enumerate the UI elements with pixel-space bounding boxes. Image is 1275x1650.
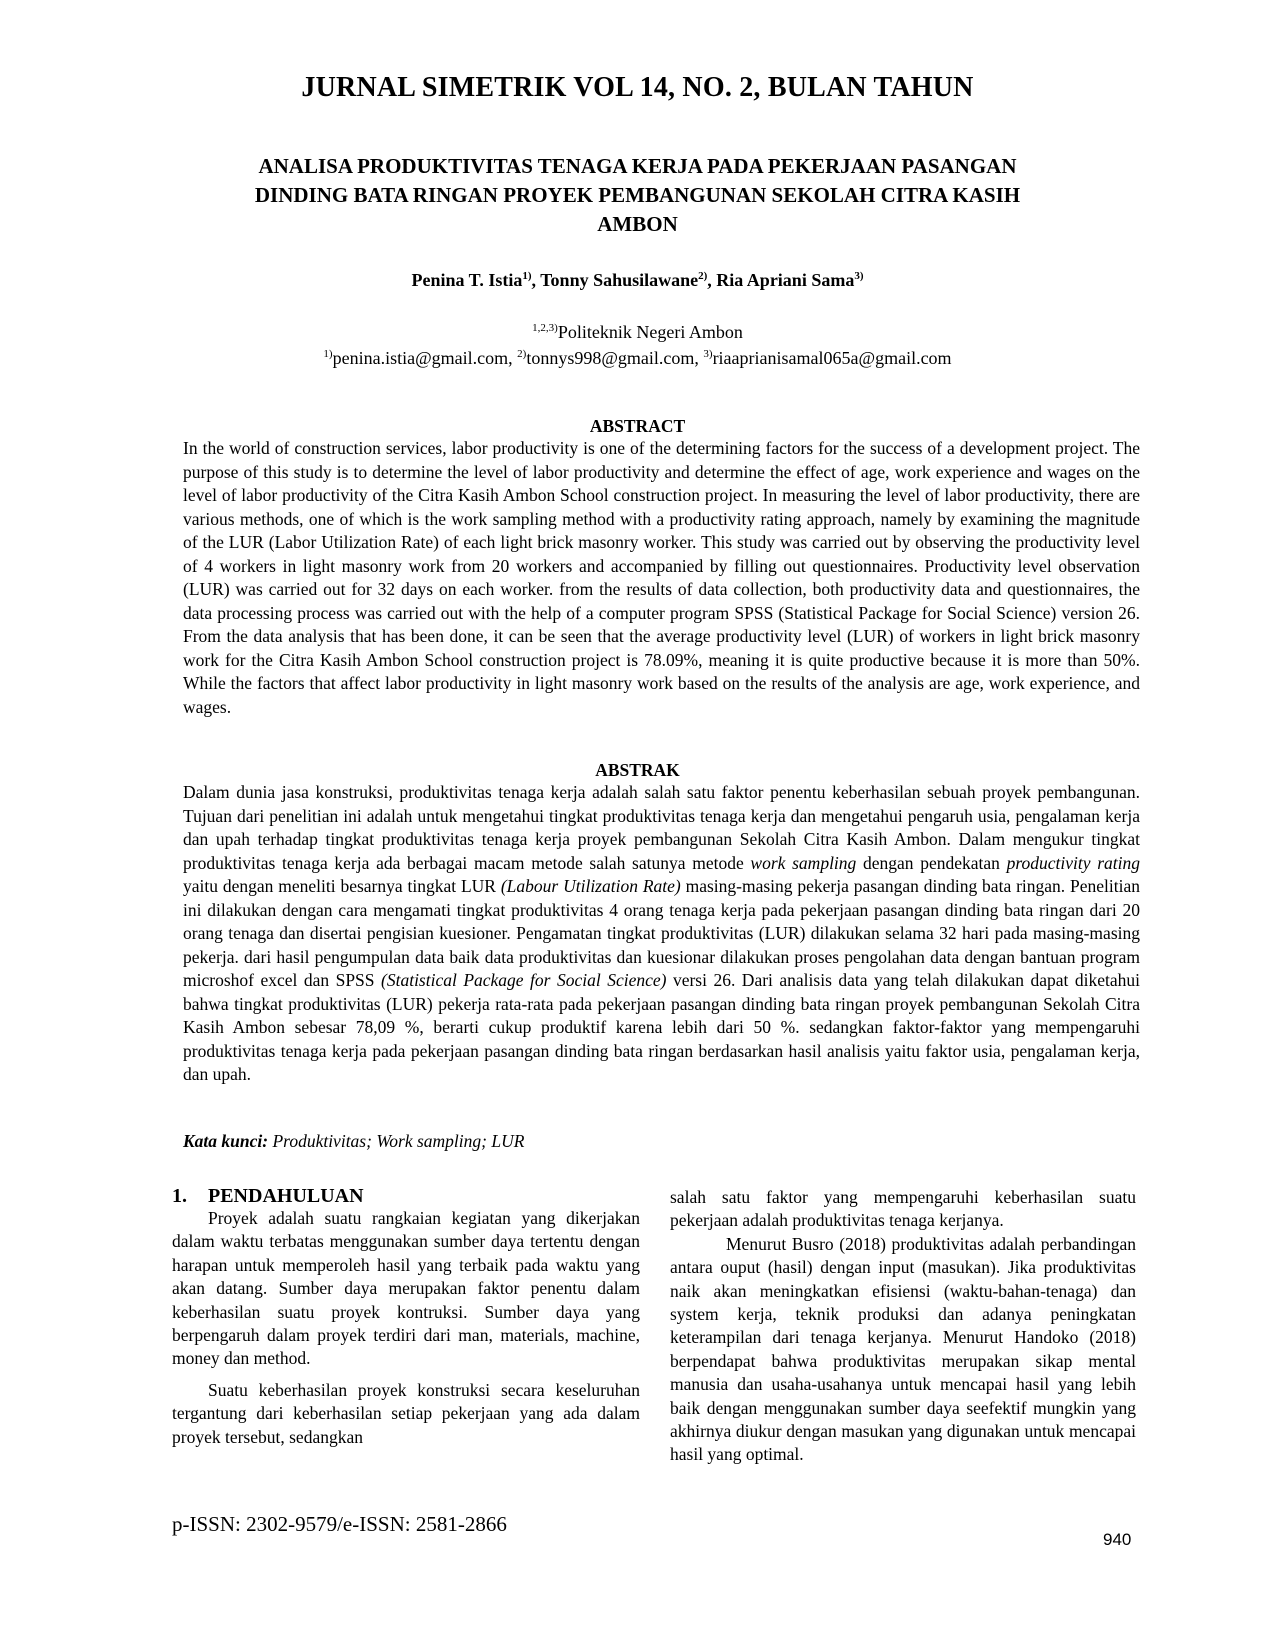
author-separator: , bbox=[707, 270, 717, 290]
abstrak-text-part: yaitu dengan meneliti besarnya tingkat LUR bbox=[183, 876, 501, 896]
email-mark: 1) bbox=[323, 348, 333, 360]
title-line: AMBON bbox=[597, 212, 678, 236]
email-mark: 3) bbox=[703, 348, 713, 360]
paper-title bbox=[190, 152, 1085, 239]
affiliation-name: Politeknik Negeri Ambon bbox=[557, 322, 743, 342]
abstrak-heading: ABSTRAK bbox=[595, 760, 680, 780]
abstrak-text-part: versi 26. Dari analisis data yang telah dilakukan dapat diketahui bahwa tingkat produktivitas (LUR) pekerja rata-rata pada pekerjaan pasangan dinding bata ringan proyek pembangunan Sekolah Citra Kasih Ambon sebesar 78,09 %, berarti cukup produktif karena lebih dari 50 %. sedangkan faktor-faktor yang mempengaruhi produktivitas tenaga kerja pada pekerjaan pasangan dinding bata ringan berdasarkan hasil analisis yaitu faktor usia, pengalaman kerja, dan upah. bbox=[183, 970, 1140, 1084]
abstrak-italic-term: (Labour Utilization Rate) bbox=[500, 876, 681, 896]
keywords bbox=[183, 1131, 524, 1152]
section-title: PENDAHULUAN bbox=[208, 1185, 364, 1207]
email-mark: 2) bbox=[517, 348, 527, 360]
journal-header: JURNAL SIMETRIK VOL 14, NO. 2, BULAN TAHUN bbox=[301, 72, 974, 103]
author-name: Ria Apriani Sama bbox=[716, 270, 855, 290]
paragraph: Menurut Busro (2018) produktivitas adalah perbandingan antara ouput (hasil) dengan input (masukan). Jika produktivitas naik akan meningkatkan efisiensi (waktu-bahan-tenaga) dan system kerja, teknik produksi dan adanya peningkatan keterampilan dari tenaga kerjanya. Menurut Handoko (2018) berpendapat bahwa produktivitas merupakan sikap mental manusia dan usaha-usahanya untuk mencapai hasil yang lebih baik dengan menggunakan sumber daya seefektif mungkin yang akhirnya diukur dengan masukan yang digunakan untuk mencapai hasil yang optimal. bbox=[670, 1233, 1136, 1465]
paragraph: Suatu keberhasilan proyek konstruksi secara keseluruhan tergantung dari keberhasilan setiap pekerjaan yang ada dalam proyek tersebut, sedangkan bbox=[172, 1379, 640, 1447]
author-mark: 2) bbox=[698, 270, 708, 282]
abstract-text: In the world of construction services, labor productivity is one of the determining factors for the success of a development project. The purpose of this study is to determine the level of labor productivity and determine the effect of age, work experience and wages on the level of labor productivity of the Citra Kasih Ambon School construction project. In measuring the level of labor productivity, there are various methods, one of which is the work sampling method with a productivity rating approach, namely by examining the magnitude of the LUR (Labor Utilization Rate) of each light brick masonry worker. This study was carried out by observing the productivity level of 4 workers in light masonry work from 20 workers and accompanied by filling out questionnaires. Productivity level observation (LUR) was carried out for 32 days on each worker. from the results of data collection, both productivity data and questionnaires, the data processing process was carried out with the help of a computer program SPSS (Statistical Package for Social Science) version 26. From the data analysis that has been done, it can be seen that the average productivity level (LUR) of workers in light brick masonry work for the Citra Kasih Ambon School construction project is 78.09%, meaning it is quite productive because it is more than 50%. While the factors that affect labor productivity in light masonry work based on the results of the analysis are age, work experience, and wages. bbox=[183, 438, 1140, 717]
abstrak-italic-term: work sampling bbox=[750, 852, 857, 873]
page-number: 940 bbox=[1103, 1530, 1132, 1549]
keywords-values: Produktivitas; Work sampling; LUR bbox=[268, 1131, 525, 1151]
affiliation bbox=[0, 322, 1275, 343]
affiliation-mark: 1,2,3) bbox=[532, 322, 558, 334]
abstrak-text-part: masing-masing pekerja pasangan dinding bata ringan. Penelitian ini dilakukan dengan cara mengamati tingkat produktivitas 4 orang tenaga kerja pada pekerjaan pasangan dinding bata ringan dari 20 orang tenaga dan disertai pengisian kuesioner. Pengamatan tingkat produktivitas (LUR) dilakukan selama 32 hari pada masing-masing pekerja. dari hasil pengumpulan data baik data produktivitas dan kuesionar dilakukan proses pengolahan data dengan bantuan program microshof excel dan SPSS bbox=[183, 876, 1141, 990]
abstrak-text-part: dengan pendekatan bbox=[856, 852, 1007, 873]
paragraph: salah satu faktor yang mempengaruhi keberhasilan suatu pekerjaan adalah produktivitas tenaga kerjanya. bbox=[670, 1187, 1136, 1231]
author-mark: 1) bbox=[522, 270, 532, 282]
email-address[interactable]: tonnys998@gmail.com bbox=[526, 348, 695, 368]
abstrak-italic-term: productivity rating bbox=[1006, 852, 1140, 873]
author-name: Penina T. Istia bbox=[411, 270, 523, 290]
author-mark: 3) bbox=[854, 270, 864, 282]
email-separator: , bbox=[508, 348, 518, 368]
footer-issn: p-ISSN: 2302-9579/e-ISSN: 2581-2866 bbox=[172, 1512, 507, 1536]
author-name: Tonny Sahusilawane bbox=[540, 270, 699, 290]
email-list bbox=[0, 348, 1275, 369]
abstrak-italic-term: (Statistical Package for Social Science) bbox=[381, 970, 667, 990]
author-list bbox=[0, 270, 1275, 291]
email-separator: , bbox=[694, 348, 704, 368]
author-separator: , bbox=[531, 270, 541, 290]
abstrak-text bbox=[183, 781, 1140, 1087]
title-line: ANALISA PRODUKTIVITAS TENAGA KERJA PADA PEKERJAAN PASANGAN bbox=[258, 154, 1017, 178]
email-address[interactable]: penina.istia@gmail.com bbox=[332, 348, 509, 368]
abstract-heading: ABSTRACT bbox=[589, 416, 686, 436]
keywords-label: Kata kunci bbox=[183, 1131, 263, 1151]
section-number: 1. bbox=[172, 1185, 187, 1207]
email-address[interactable]: riaaprianisamal065a@gmail.com bbox=[712, 348, 952, 368]
title-line: DINDING BATA RINGAN PROYEK PEMBANGUNAN SEKOLAH CITRA KASIH bbox=[254, 183, 1021, 207]
section-heading bbox=[172, 1185, 364, 1208]
paragraph: Proyek adalah suatu rangkaian kegiatan yang dikerjakan dalam waktu terbatas menggunakan sumber daya tertentu dengan harapan untuk memperoleh hasil yang terbaik pada waktu yang akan datang. Sumber daya merupakan faktor penentu dalam keberhasilan suatu proyek kontruksi. Sumber daya yang berpengaruh dalam proyek terdiri dari man, materials, machine, money dan method. bbox=[172, 1208, 640, 1369]
abstrak-text-part: Dalam dunia jasa konstruksi, produktivitas tenaga kerja adalah salah satu faktor penentu keberhasilan sebuah proyek pembangunan. Tujuan dari penelitian ini adalah untuk mengetahui tingkat produktivitas tenaga kerja dan mengetahui pengaruh usia, pengalaman kerja dan upah terhadap tingkat produktivitas tenaga kerja proyek pembangunan Sekolah Citra Kasih Ambon. Dalam mengukur tingkat produktivitas tenaga kerja ada berbagai macam metode salah satunya metode bbox=[183, 782, 1140, 873]
left-column bbox=[172, 1207, 640, 1449]
right-column bbox=[670, 1186, 1136, 1467]
keywords-colon: : bbox=[262, 1131, 269, 1151]
